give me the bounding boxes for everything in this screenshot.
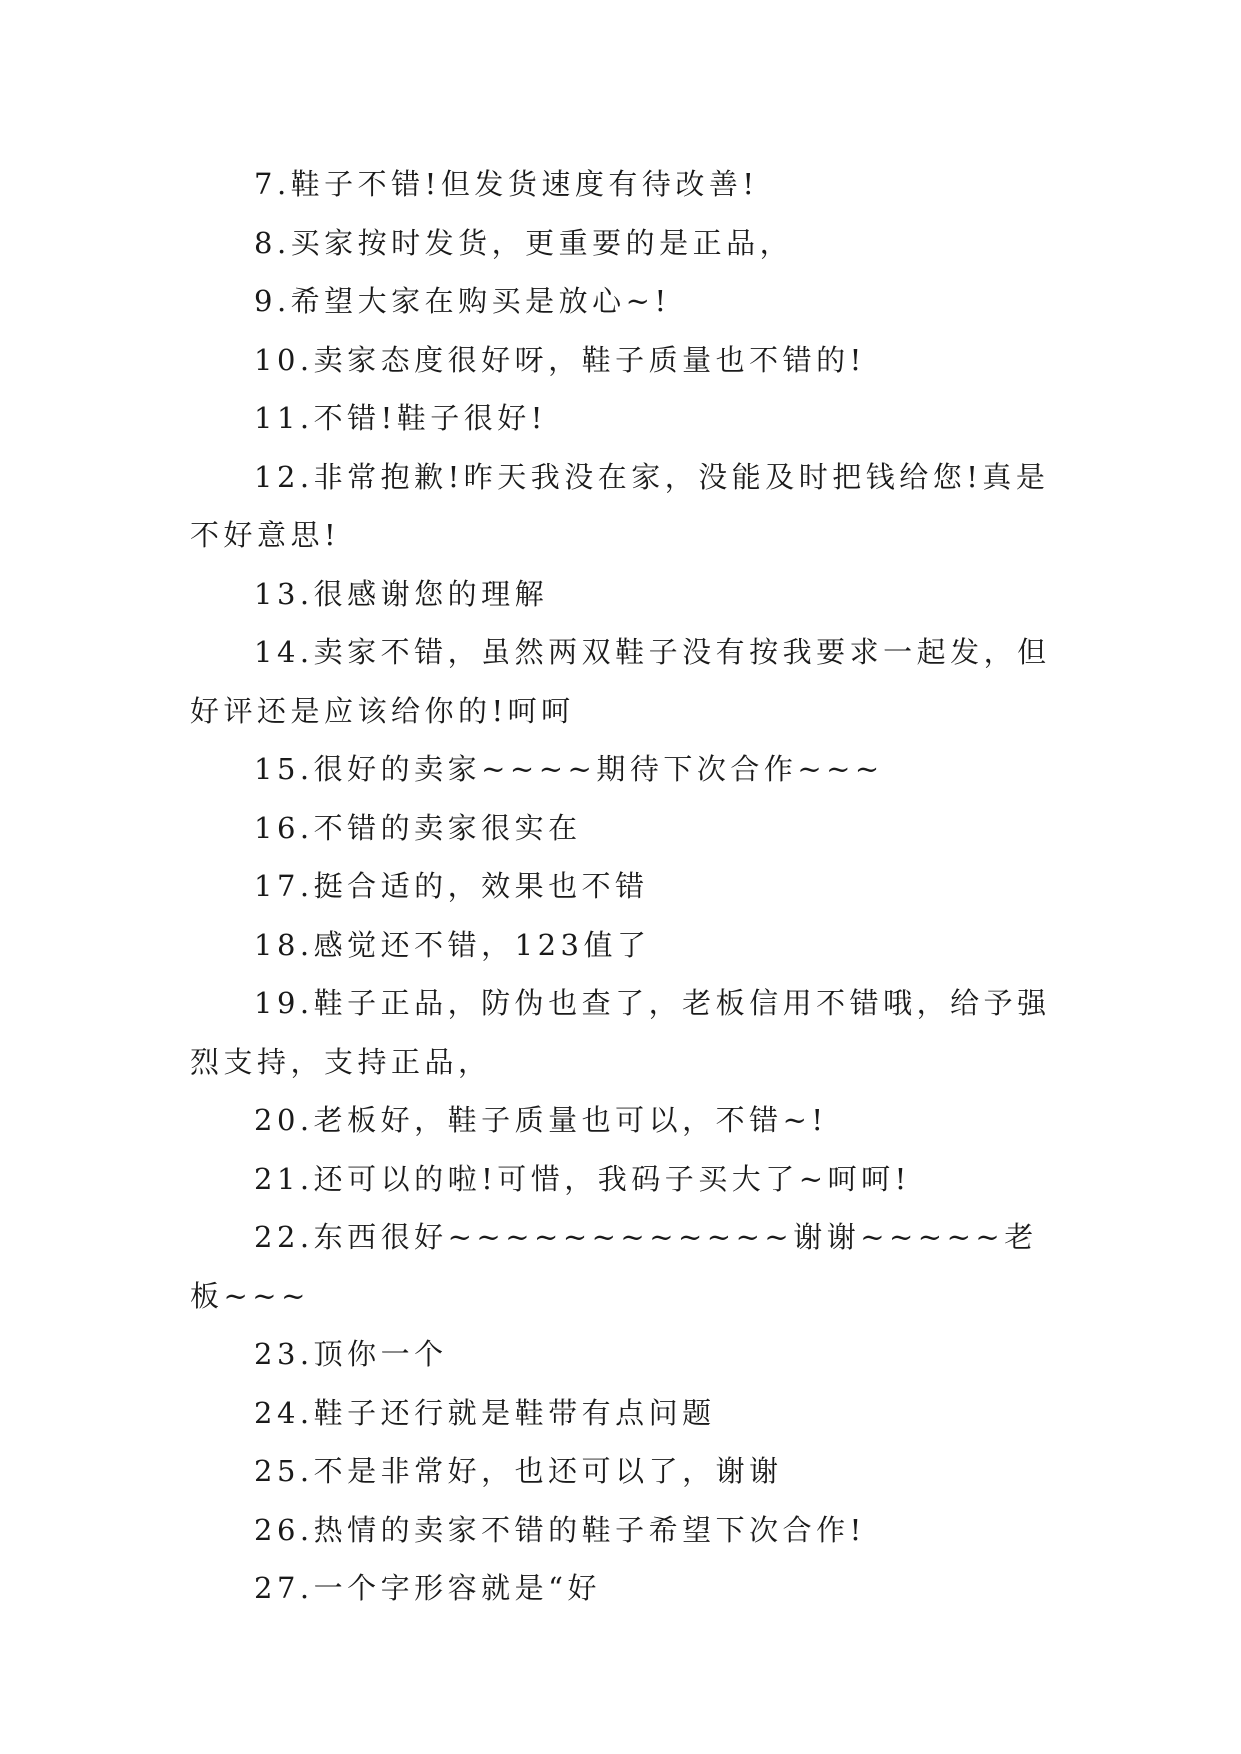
paragraph-27: 27.一个字形容就是“好 [254, 1571, 601, 1605]
paragraph-25: 25.不是非常好，也还可以了，谢谢 [254, 1454, 783, 1488]
paragraph-16: 16.不错的卖家很实在 [254, 810, 582, 845]
paragraph-14: 14.卖家不错，虽然两双鞋子没有按我要求一起发，但好评还是应该给你的!呵呵 [190, 635, 1051, 728]
document-body [190, 155, 1054, 1618]
paragraph-9: 9.希望大家在购买是放心~! [254, 284, 671, 318]
paragraph-12: 12.非常抱歉!昨天我没在家，没能及时把钱给您!真是不好意思! [190, 459, 1050, 552]
paragraph-23: 23.顶你一个 [254, 1337, 448, 1371]
paragraph-17: 17.挺合适的，效果也不错 [254, 869, 649, 903]
paragraph-11: 11.不错!鞋子很好! [254, 401, 547, 435]
paragraph-21: 21.还可以的啦!可惜，我码子买大了~呵呵! [254, 1161, 911, 1196]
paragraph-19: 19.鞋子正品，防伪也查了，老板信用不错哦，给予强烈支持，支持正品， [190, 986, 1051, 1079]
paragraph-22: 22.东西很好~~~~~~~~~~~~谢谢~~~~~老板~~~ [190, 1220, 1038, 1313]
paragraph-13: 13.很感谢您的理解 [254, 576, 549, 611]
paragraph-24: 24.鞋子还行就是鞋带有点问题 [254, 1395, 716, 1430]
paragraph-20: 20.老板好，鞋子质量也可以，不错~! [254, 1103, 828, 1137]
paragraph-8: 8.买家按时发货，更重要的是正品， [254, 225, 794, 260]
paragraph-7: 7.鞋子不错!但发货速度有待改善! [254, 167, 759, 201]
paragraph-26: 26.热情的卖家不错的鞋子希望下次合作! [254, 1512, 866, 1547]
paragraph-18: 18.感觉还不错，123值了 [254, 927, 651, 962]
paragraph-10: 10.卖家态度很好呀，鞋子质量也不错的! [254, 342, 866, 377]
paragraph-15: 15.很好的卖家~~~~期待下次合作~~~ [254, 752, 884, 786]
